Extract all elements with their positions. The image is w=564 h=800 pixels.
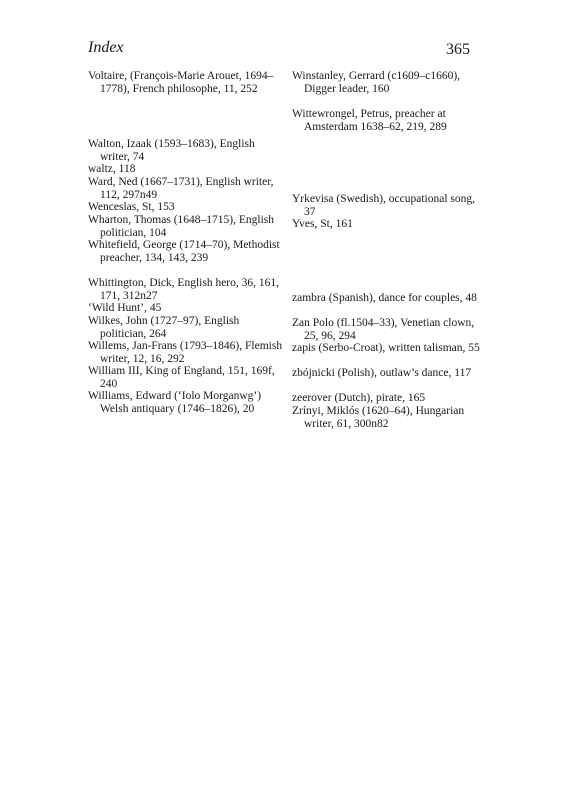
index-entry-wilkes: Wilkes, John (1727–97), English politician, 264	[88, 315, 240, 340]
index-entry-winstanley: Winstanley, Gerrard (c1609–c1660), Digger leader, 160	[292, 70, 461, 95]
index-entry-wharton: Wharton, Thomas (1648–1715), English politician, 104	[88, 214, 274, 239]
index-entry-willems: Willems, Jan-Frans (1793–1846), Flemish writer, 12, 16, 292	[88, 340, 283, 365]
index-entry-whittington: Whittington, Dick, English hero, 36, 161, 171, 312n27	[88, 277, 280, 302]
index-entry-zapis: zapis (Serbo-Croat), written talisman, 55	[292, 342, 480, 354]
index-entry-waltz: waltz, 118	[88, 163, 136, 175]
index-entry-yrkevisa: Yrkevisa (Swedish), occupational song, 37	[292, 193, 476, 218]
index-entry-williams: Williams, Edward (‘Iolo Morganwg’) Welsh antiquary (1746–1826), 20	[88, 390, 262, 415]
index-entry-ward: Ward, Ned (1667–1731), English writer, 112, 297n49	[88, 176, 274, 201]
index-entry-yves: Yves, St, 161	[292, 218, 353, 230]
index-entry-walton: Walton, Izaak (1593–1683), English writer, 74	[88, 138, 255, 163]
index-entry-voltaire: Voltaire, (François-Marie Arouet, 1694–1778), French philosophe, 11, 252	[88, 70, 274, 95]
index-entry-zambra: zambra (Spanish), dance for couples, 48	[292, 292, 477, 304]
index-entry-zrinyi: Zrínyi, Miklós (1620–64), Hungarian writer, 61, 300n82	[292, 405, 465, 430]
index-entry-whitefield: Whitefield, George (1714–70), Methodist preacher, 134, 143, 239	[88, 239, 280, 264]
page-title: Index	[88, 39, 124, 56]
index-entry-zbojnicki: zbójnicki (Polish), outlaw’s dance, 117	[292, 367, 472, 379]
page-number: 365	[446, 41, 470, 58]
index-entry-zan-polo: Zan Polo (fl.1504–33), Venetian clown, 25, 96, 294	[292, 317, 475, 342]
index-entry-wittewrongel: Wittewrongel, Petrus, preacher at Amsterdam 1638–62, 219, 289	[292, 108, 447, 133]
index-entry-william-iii: William III, King of England, 151, 169f, 240	[88, 365, 275, 390]
index-entry-zeerover: zeerover (Dutch), pirate, 165	[292, 392, 426, 404]
index-entry-wenceslas: Wenceslas, St, 153	[88, 201, 175, 213]
index-entry-wild-hunt: ‘Wild Hunt’, 45	[88, 302, 162, 314]
